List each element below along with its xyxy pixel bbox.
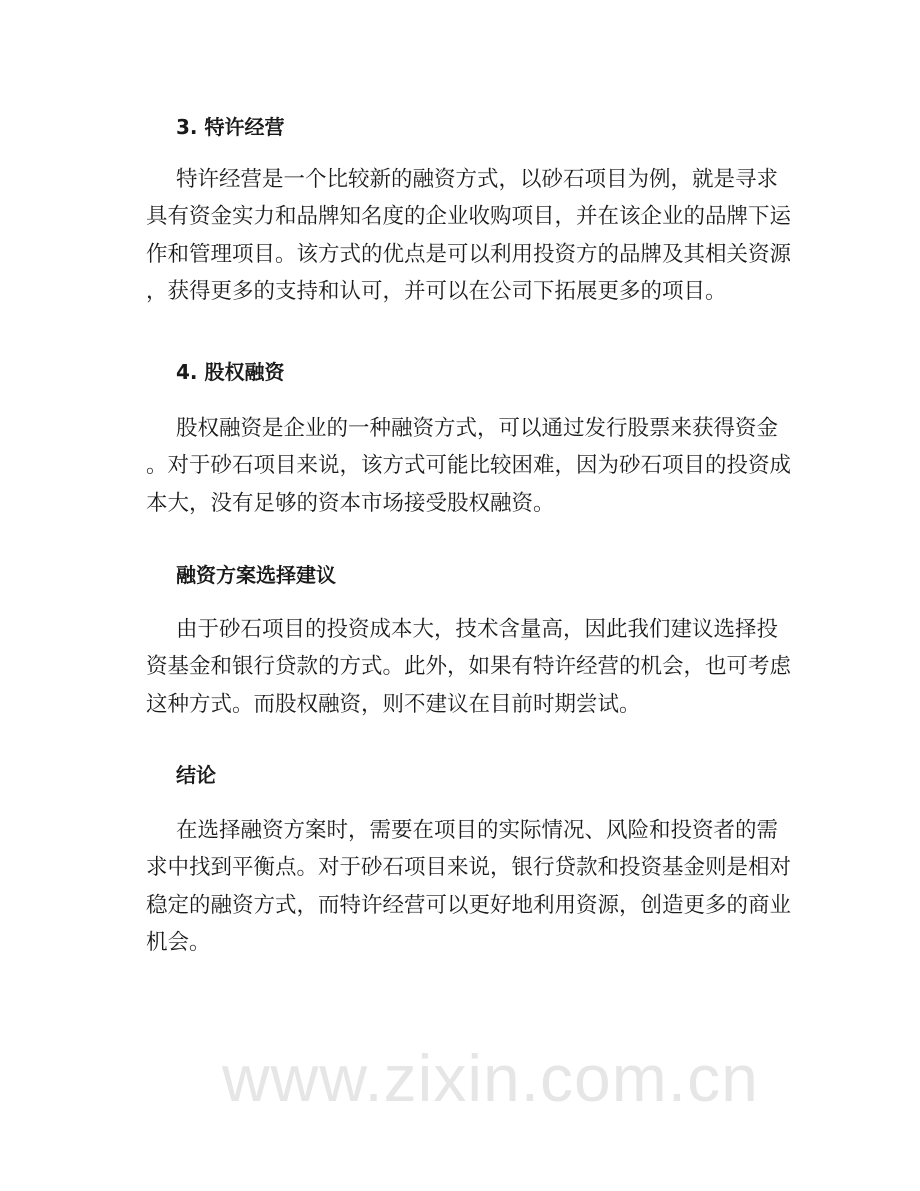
text-line: 具有资金实力和品牌知名度的企业收购项目，并在该企业的品牌下运 (146, 204, 792, 230)
section-heading: 融资方案选择建议 (176, 563, 336, 587)
paragraph (146, 410, 792, 522)
text-line: 在选择融资方案时，需要在项目的实际情况、风险和投资者的需 (176, 818, 779, 843)
text-line: 本大，没有足够的资本市场接受股权融资。 (146, 490, 555, 516)
watermark: www.zixin.com.cn (222, 1041, 759, 1115)
text-line: 。对于砂石项目来说，该方式可能比较困难，因为砂石项目的投资成 (146, 453, 792, 479)
text-line: 求中找到平衡点。对于砂石项目来说，银行贷款和投资基金则是相对 (146, 855, 792, 881)
text-line: 机会。 (146, 929, 211, 955)
paragraph (146, 611, 792, 723)
text-line: 资基金和银行贷款的方式。此外，如果有特许经营的机会，也可考虑 (146, 654, 792, 680)
text-line: 作和管理项目。该方式的优点是可以利用投资方的品牌及其相关资源 (146, 241, 792, 267)
text-line: 特许经营是一个比较新的融资方式，以砂石项目为例，就是寻求 (176, 167, 779, 192)
text-line: 稳定的融资方式，而特许经营可以更好地利用资源，创造更多的商业 (146, 892, 792, 918)
section-heading: 4. 股权融资 (176, 360, 285, 384)
text-line: 股权融资是企业的一种融资方式，可以通过发行股票来获得资金 (176, 416, 779, 441)
paragraph (146, 812, 792, 961)
paragraph (146, 161, 792, 310)
section-heading: 3. 特许经营 (176, 115, 285, 139)
text-line: 这种方式。而股权融资，则不建议在目前时期尝试。 (146, 691, 641, 717)
text-line: ，获得更多的支持和认可，并可以在公司下拓展更多的项目。 (146, 278, 727, 304)
section-heading: 结论 (176, 763, 216, 787)
text-line: 由于砂石项目的投资成本大，技术含量高，因此我们建议选择投 (176, 617, 779, 642)
